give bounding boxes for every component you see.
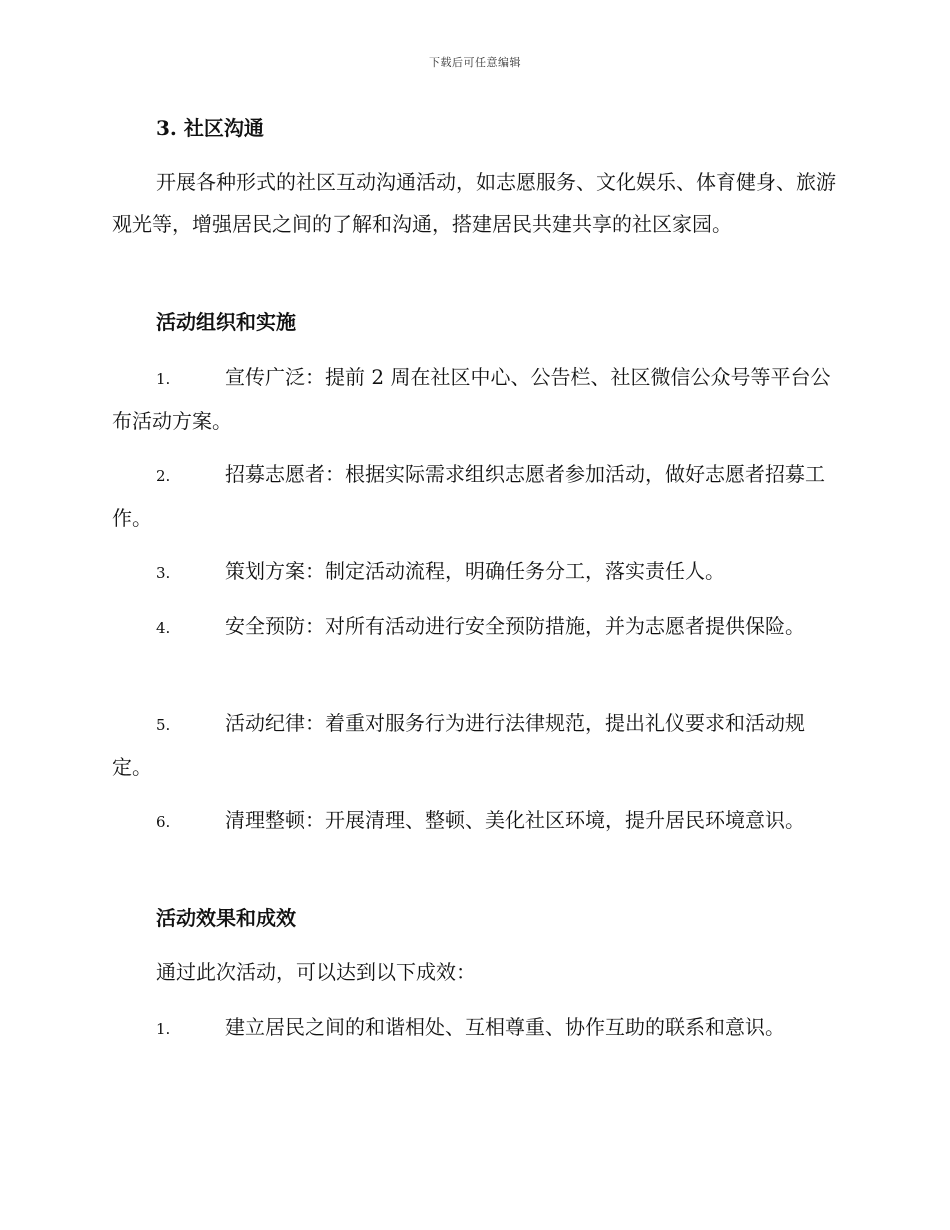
list-item <box>112 550 842 594</box>
paragraph-results-intro: 通过此次活动，可以达到以下成效： <box>156 960 476 984</box>
list-item-number: 1. <box>156 370 171 388</box>
list-item-text: 招募志愿者：根据实际需求组织志愿者参加活动，做好志愿者招募工作。 <box>112 462 825 530</box>
list-item <box>112 1006 842 1050</box>
list-item <box>112 356 842 442</box>
section-heading-results: 活动效果和成效 <box>156 906 296 930</box>
list-item-number: 6. <box>156 813 171 831</box>
section-heading-organization: 活动组织和实施 <box>156 310 296 334</box>
list-item-text: 策划方案：制定活动流程，明确任务分工，落实责任人。 <box>225 559 725 583</box>
list-item-number: 3. <box>156 564 171 582</box>
section-heading-community-communication: 3. 社区沟通 <box>156 116 264 140</box>
list-item-text: 安全预防：对所有活动进行安全预防措施，并为志愿者提供保险。 <box>225 614 805 638</box>
list-item <box>112 453 842 539</box>
list-item-number: 5. <box>156 716 171 734</box>
list-item-text: 清理整顿：开展清理、整顿、美化社区环境，提升居民环境意识。 <box>225 808 805 832</box>
list-item-text: 宣传广泛：提前 2 周在社区中心、公告栏、社区微信公众号等平台公布活动方案。 <box>112 365 831 433</box>
list-item <box>112 702 842 788</box>
list-item-number: 1. <box>156 1020 171 1038</box>
list-item-text: 活动纪律：着重对服务行为进行法律规范，提出礼仪要求和活动规定。 <box>112 711 805 779</box>
list-item-text: 建立居民之间的和谐相处、互相尊重、协作互助的联系和意识。 <box>225 1015 785 1039</box>
list-item-number: 2. <box>156 467 171 485</box>
list-item-number: 4. <box>156 619 171 637</box>
list-item <box>112 605 842 649</box>
page-header-note: 下载后可任意编辑 <box>429 56 521 69</box>
list-item <box>112 799 842 843</box>
paragraph-community-communication: 开展各种形式的社区互动沟通活动，如志愿服务、文化娱乐、体育健身、旅游观光等，增强居民之间的了解和沟通，搭建居民共建共享的社区家园。 <box>112 170 836 236</box>
